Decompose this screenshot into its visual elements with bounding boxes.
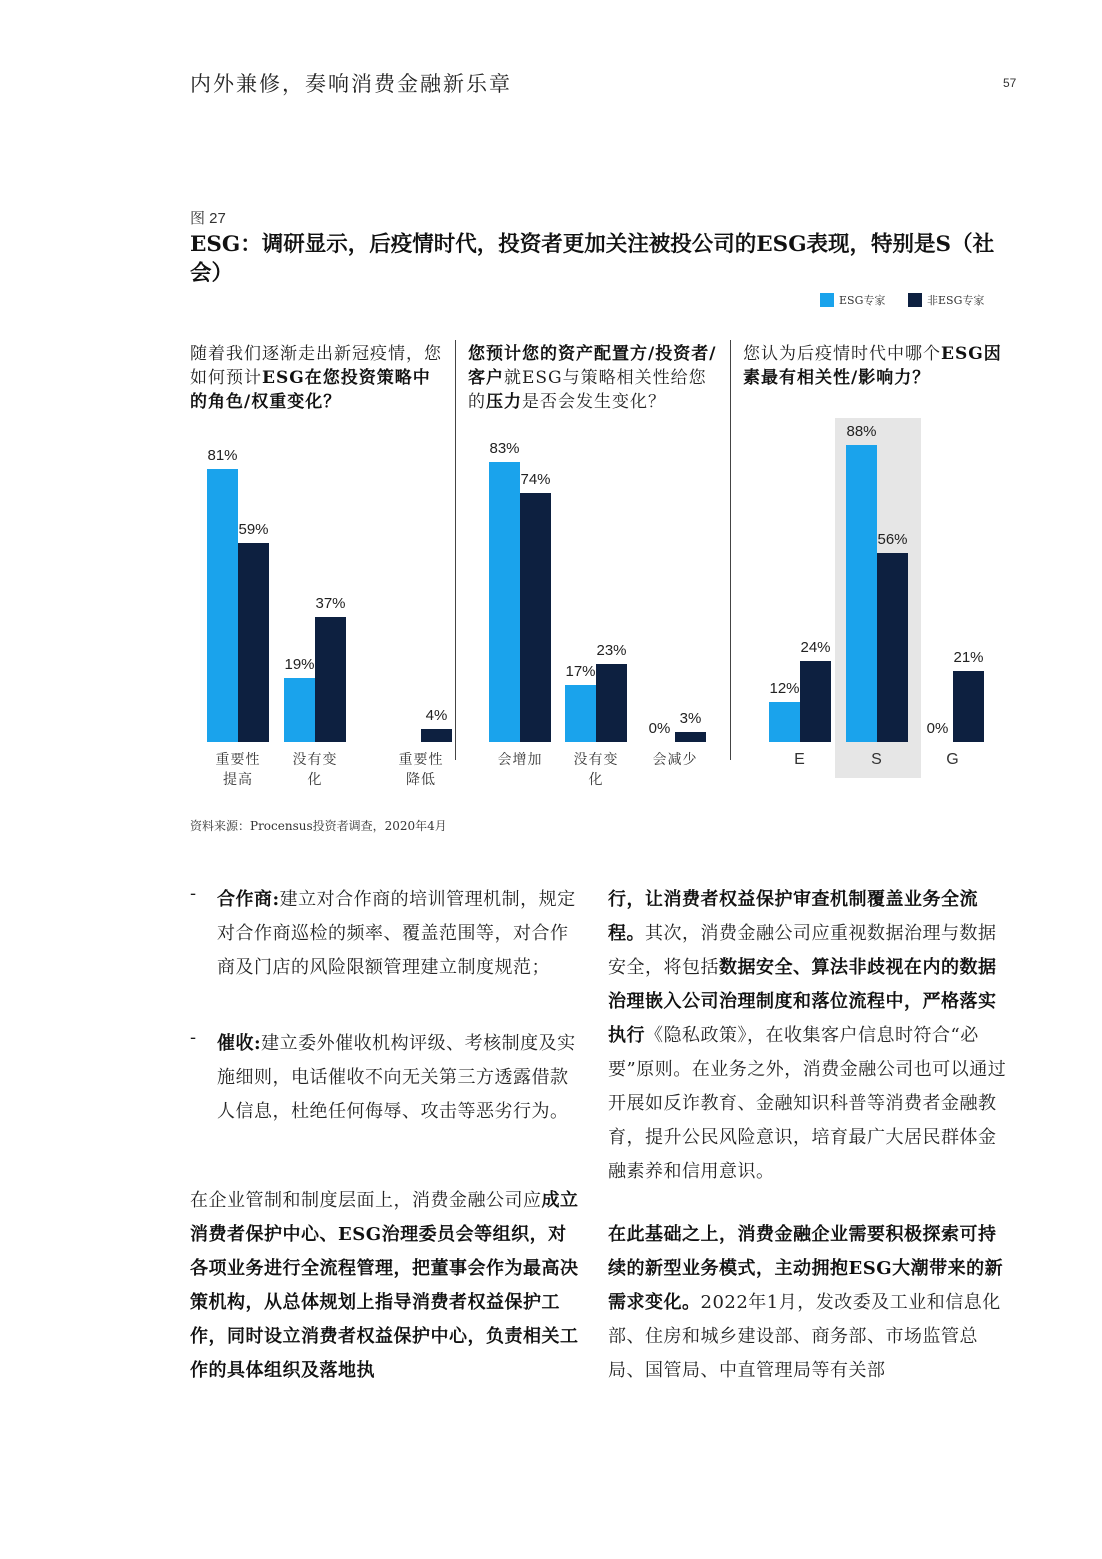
question-1-text-a: 随着我们逐渐走出新冠疫情，: [190, 344, 424, 364]
bullet-dash-1: -: [190, 883, 197, 904]
bar-2-1-non-esg: [520, 493, 551, 742]
category-label-1-3: 重要性降低: [398, 752, 444, 788]
question-1-text-b: 您如何预计: [190, 344, 442, 388]
question-2-bold-a: 您预计您的资产配置方/投资者/客户: [468, 344, 717, 388]
business-model-paragraph: [608, 1218, 1008, 1388]
bullet-partners: [217, 883, 582, 985]
bar-3-2-non-esg: [877, 553, 908, 742]
bar-1-2-non-esg: [315, 617, 346, 742]
question-1-bold: ESG在您投资策略中的角色/权重变化？: [190, 368, 431, 412]
value-label-2-3-non-esg: 3%: [679, 710, 702, 727]
category-label-2-1: 会增加: [497, 752, 543, 768]
data-governance-text-b: 《隐私政策》，在收集客户信息时符合“必要”原则。在业务之外，消费金融公司也可以通过开展如反诈教育、金融知识科普等消费者金融教育，提升公民风险意识，培育最广大居民群体金融素养和信用意识。: [608, 1025, 1007, 1182]
page-number: 57: [1003, 76, 1017, 90]
value-label-2-2-non-esg: 23%: [596, 642, 627, 659]
data-governance-bold-b: 数据安全、算法非歧视在内的数据治理嵌入公司治理制度和落位流程中，严格落实执行: [608, 957, 997, 1046]
category-label-1-1: 重要性提高: [215, 752, 261, 788]
bar-3-1-esg: [769, 702, 800, 742]
legend-label-non-esg: 非ESG专家: [927, 294, 985, 307]
value-label-2-2-esg: 17%: [565, 663, 596, 680]
bar-1-1-non-esg: [238, 543, 269, 742]
bar-3-1-non-esg: [800, 661, 831, 742]
business-model-text: 2022年1月，发改委及工业和信息化部、住房和城乡建设部、商务部、市场监管总局、国管局、中直管理局等有关部: [608, 1292, 1001, 1381]
bar-1-1-esg: [207, 469, 238, 742]
data-governance-bold-a: 行，让消费者权益保护审查机制覆盖业务全流程。: [608, 889, 978, 944]
value-label-2-1-esg: 83%: [489, 440, 520, 457]
value-label-3-2-esg: 88%: [846, 423, 877, 440]
bullet-dash-2: -: [190, 1027, 197, 1048]
data-governance-text-a: 其次，消费金融公司应重视数据治理与数据安全，将包括: [608, 923, 997, 978]
category-label-1-2: 没有变化: [292, 752, 338, 788]
legend-label-esg: ESG专家: [839, 294, 886, 307]
category-label-3-1: E: [794, 751, 806, 768]
bar-1-3-non-esg: [421, 729, 452, 742]
category-label-2-3: 会减少: [652, 752, 698, 768]
category-label-3-3: G: [946, 751, 960, 768]
category-label-3-2: S: [871, 751, 883, 768]
value-label-3-3-esg: 0%: [926, 720, 949, 737]
bar-2-2-esg: [565, 685, 596, 742]
value-label-3-1-esg: 12%: [769, 680, 800, 697]
bullet-partners-text: 建立对合作商的培训管理机制，规定对合作商巡检的频率、覆盖范围等，对合作商及门店的风险限额管理建立制度规范；: [217, 889, 576, 978]
bullet-collection: [217, 1027, 582, 1129]
governance-paragraph-bold: 成立消费者保护中心、ESG治理委员会等组织，对各项业务进行全流程管理，把董事会作为最高决策机构，从总体规划上指导消费者权益保护工作，同时设立消费者权益保护中心，负责相关工作的具体组织及落地执: [190, 1190, 579, 1381]
bar-1-2-esg: [284, 678, 315, 742]
value-label-2-1-non-esg: 74%: [520, 471, 551, 488]
governance-paragraph-lead: 在企业管制和制度层面上，消费金融公司应: [190, 1190, 542, 1211]
figure-label: 图 27: [190, 210, 226, 227]
bullet-collection-term: 催收:: [217, 1033, 262, 1054]
value-label-1-2-non-esg: 37%: [315, 595, 346, 612]
value-label-2-3-esg: 0%: [648, 720, 671, 737]
figure-title: ESG：调研显示，后疫情时代，投资者更加关注被投公司的ESG表现，特别是S（社会）: [190, 232, 995, 286]
bar-3-2-esg: [846, 445, 877, 742]
value-label-1-3-non-esg: 4%: [425, 707, 448, 724]
value-label-3-3-non-esg: 21%: [953, 649, 984, 666]
value-label-3-1-non-esg: 24%: [800, 639, 831, 656]
bar-2-1-esg: [489, 462, 520, 742]
bar-2-2-non-esg: [596, 664, 627, 742]
running-header-title: 内外兼修，奏响消费金融新乐章: [190, 72, 512, 96]
question-2-text-b: 是否会发生变化？: [522, 392, 666, 412]
business-model-bold: 在此基础之上，消费金融企业需要积极探索可持续的新型业务模式，主动拥抱ESG大潮带来的新需求变化。: [608, 1224, 1004, 1313]
value-label-1-1-esg: 81%: [207, 447, 238, 464]
value-label-1-1-non-esg: 59%: [238, 521, 269, 538]
governance-paragraph: [190, 1184, 580, 1388]
bullet-collection-text: 建立委外催收机构评级、考核制度及实施细则，电话催收不向无关第三方透露借款人信息，杜绝任何侮辱、攻击等恶劣行为。: [217, 1033, 576, 1122]
question-3-text: 您认为后疫情时代中哪个: [743, 344, 941, 364]
category-label-2-2: 没有变化: [573, 752, 619, 788]
value-label-3-2-non-esg: 56%: [877, 531, 908, 548]
question-2-text-a: 就ESG与策略相关性给您的: [468, 368, 707, 412]
bar-3-3-non-esg: [953, 671, 984, 742]
question-2-bold-b: 压力: [486, 392, 522, 412]
bar-2-3-non-esg: [675, 732, 706, 742]
bullet-partners-term: 合作商:: [217, 889, 280, 910]
question-3-bold: ESG因素最有相关性/影响力？: [743, 344, 1002, 388]
data-governance-paragraph: [608, 883, 1008, 1189]
figure-source: 资料来源：Procensus投资者调查，2020年4月: [190, 819, 447, 833]
value-label-1-2-esg: 19%: [284, 656, 315, 673]
